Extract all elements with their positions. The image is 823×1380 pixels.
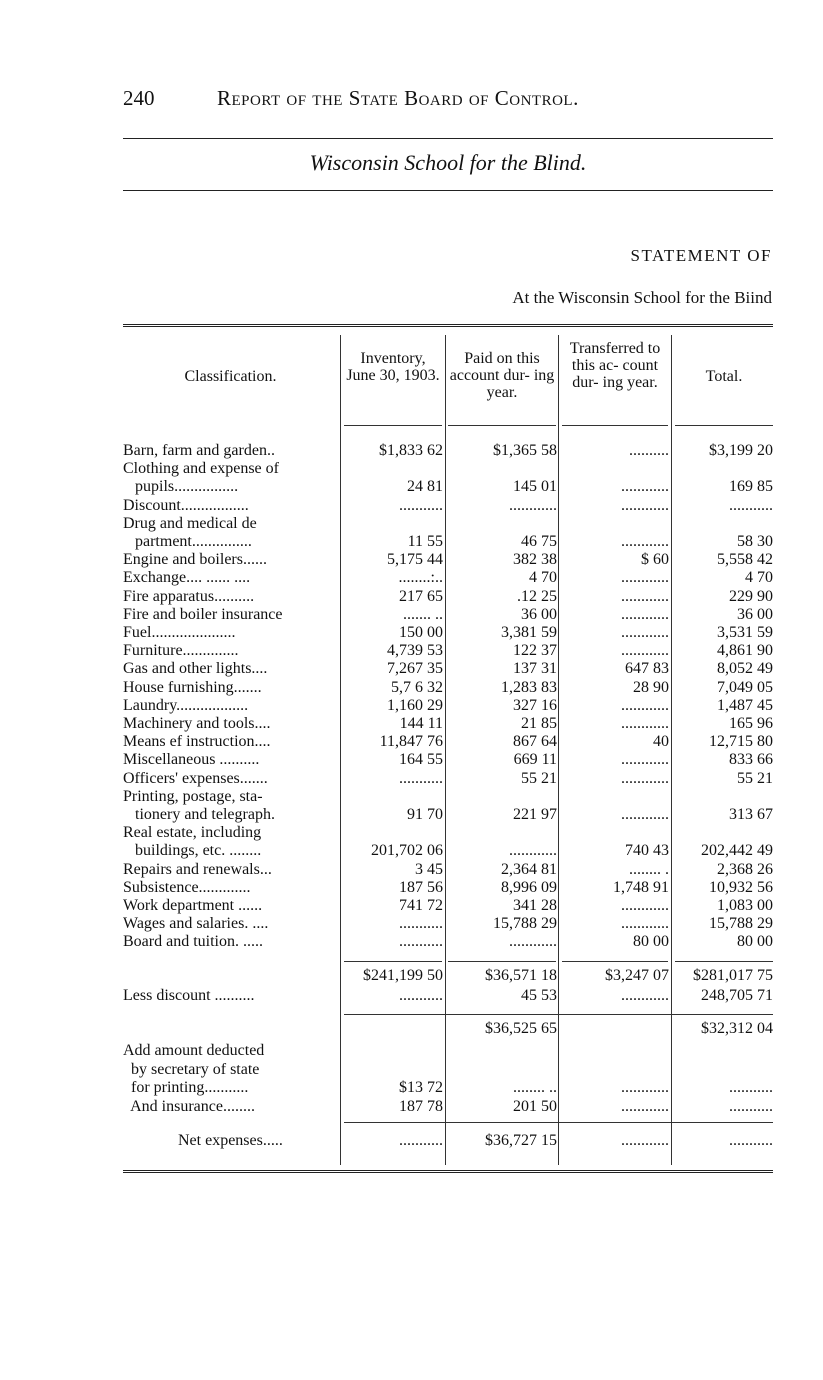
transferred-cell: .......... xyxy=(629,442,669,459)
transferred-cell: ........ . xyxy=(629,860,669,878)
paid-cell: 3,381 59 xyxy=(501,624,557,641)
paid-cell: 145 01 xyxy=(513,478,557,496)
transferred-cell: ............ xyxy=(621,569,669,587)
table-row xyxy=(123,715,773,733)
total-cell: ........... xyxy=(729,1097,773,1115)
transferred-cell: $ 60 xyxy=(641,551,669,569)
row-label: Subsistence............. xyxy=(123,878,251,896)
transferred-cell: ............ xyxy=(621,642,669,660)
column-header-inventory: Inventory, June 30, 1903. xyxy=(346,350,440,384)
paid-cell: ............ xyxy=(509,496,557,514)
row-label: buildings, etc. ........ xyxy=(123,842,262,860)
table-row xyxy=(123,588,773,606)
total-cell: 229 90 xyxy=(729,587,773,605)
total-cell: 1,487 45 xyxy=(717,696,773,714)
paid-cell: ............ xyxy=(509,933,557,951)
transferred-cell: ............ xyxy=(621,696,669,714)
paid-cell: 36 00 xyxy=(521,605,557,623)
row-label: Add amount deducted xyxy=(123,1042,265,1059)
inventory-cell: ........... xyxy=(399,933,443,951)
paid-cell: ............ xyxy=(509,842,557,860)
paid-cell: 327 16 xyxy=(513,696,557,714)
row-label: Work department ...... xyxy=(123,897,263,914)
total-cell: 313 67 xyxy=(729,806,773,823)
total-cell: $3,199 20 xyxy=(709,442,773,459)
table-row xyxy=(123,478,773,496)
inventory-cell: 4,739 53 xyxy=(387,642,443,660)
row-label: Laundry.................. xyxy=(123,696,249,714)
sum-rule xyxy=(344,1122,773,1123)
table-row xyxy=(123,497,773,515)
sum-rule xyxy=(562,961,668,962)
inventory-cell: ....... .. xyxy=(403,605,443,623)
table-row xyxy=(123,806,773,824)
row-label: Drug and medical de xyxy=(123,514,257,532)
table-row xyxy=(123,967,773,985)
inventory-cell: 217 65 xyxy=(399,587,443,605)
row-label: Printing, postage, sta- xyxy=(123,787,263,805)
table-row xyxy=(123,1132,773,1150)
column-header-classification: Classification. xyxy=(184,368,277,385)
inventory-cell: 91 70 xyxy=(407,806,443,823)
paid-cell: .12 25 xyxy=(517,587,557,605)
table-row xyxy=(123,569,773,587)
transferred-cell: ............ xyxy=(621,806,669,823)
inventory-cell: 24 81 xyxy=(407,478,443,496)
inventory-cell: ........... xyxy=(399,1132,443,1149)
total-cell: 248,705 71 xyxy=(701,987,773,1004)
inventory-cell: 7,267 35 xyxy=(387,660,443,678)
row-label: Net expenses..... xyxy=(178,1132,283,1149)
total-cell: 4,861 90 xyxy=(717,642,773,660)
transferred-cell: ............ xyxy=(621,533,669,550)
row-label: Clothing and expense of xyxy=(123,460,279,478)
table-row xyxy=(123,770,773,788)
table-row xyxy=(123,987,773,1005)
total-cell: 55 21 xyxy=(737,769,773,787)
table-row xyxy=(123,733,773,751)
row-label: for printing........... xyxy=(123,1079,249,1096)
inventory-cell: ........:.. xyxy=(398,569,443,587)
table-row xyxy=(123,533,773,551)
paid-cell: 1,283 83 xyxy=(501,678,557,696)
table-row xyxy=(123,606,773,624)
subtitle-rule xyxy=(123,190,773,191)
total-cell: 80 00 xyxy=(737,933,773,951)
header-rule xyxy=(344,425,442,426)
paid-cell: 382 38 xyxy=(513,551,557,569)
sum-rule xyxy=(344,1014,773,1015)
inventory-cell: 5,175 44 xyxy=(387,551,443,569)
column-header-paid: Paid on this account dur- ing year. xyxy=(449,350,555,401)
table-row xyxy=(123,1098,773,1116)
table-row xyxy=(123,788,773,806)
total-cell: 5,558 42 xyxy=(717,551,773,569)
inventory-cell: $241,199 50 xyxy=(363,967,443,984)
inventory-cell: 5,7 6 32 xyxy=(391,678,443,696)
table-row xyxy=(123,897,773,915)
table-row xyxy=(123,642,773,660)
paid-cell: $36,727 15 xyxy=(485,1132,557,1149)
transferred-cell: $3,247 07 xyxy=(605,967,669,984)
transferred-cell: ............ xyxy=(621,769,669,787)
table-row xyxy=(123,1020,773,1038)
transferred-cell: ............ xyxy=(621,897,669,914)
inventory-cell: ........... xyxy=(399,987,443,1004)
paid-cell: 221 97 xyxy=(513,806,557,823)
total-cell: 8,052 49 xyxy=(717,660,773,678)
section-subtitle: Wisconsin School for the Blind. xyxy=(309,150,587,175)
row-label: Fire and boiler insurance xyxy=(123,605,283,623)
page-header xyxy=(123,86,773,116)
total-cell: 202,442 49 xyxy=(701,842,773,860)
inventory-cell: 741 72 xyxy=(399,897,443,914)
sum-rule xyxy=(344,961,442,962)
paid-cell: 137 31 xyxy=(513,660,557,678)
paid-cell: ........ .. xyxy=(513,1079,557,1096)
paid-cell: 201 50 xyxy=(513,1097,557,1115)
row-label: Miscellaneous .......... xyxy=(123,751,260,769)
paid-cell: 669 11 xyxy=(513,751,557,769)
table-row xyxy=(123,697,773,715)
row-label: Gas and other lights.... xyxy=(123,660,268,678)
row-label: Wages and salaries. .... xyxy=(123,915,269,933)
inventory-cell: 1,160 29 xyxy=(387,696,443,714)
paid-cell: 15,788 29 xyxy=(493,915,557,933)
transferred-cell: 40 xyxy=(653,733,669,751)
transferred-cell: ............ xyxy=(621,478,669,496)
row-label: Board and tuition. ..... xyxy=(123,933,263,951)
statement-heading: STATEMENT OF xyxy=(630,246,772,265)
total-cell: $32,312 04 xyxy=(701,1020,773,1037)
total-cell: 58 30 xyxy=(737,533,773,550)
transferred-cell: ............ xyxy=(621,587,669,605)
total-cell: 4 70 xyxy=(745,569,773,587)
column-header-transferred: Transferred to this ac- count dur- ing year. xyxy=(569,340,661,391)
paid-cell: 4 70 xyxy=(529,569,557,587)
row-label: Real estate, including xyxy=(123,824,262,842)
transferred-cell: ............ xyxy=(621,605,669,623)
sum-rule xyxy=(448,961,556,962)
transferred-cell: 740 43 xyxy=(625,842,669,860)
inventory-cell: 11,847 76 xyxy=(379,733,443,751)
table-row xyxy=(123,879,773,897)
row-label: by secretary of state xyxy=(123,1060,260,1078)
total-cell: 1,083 00 xyxy=(717,897,773,914)
inventory-cell: 187 78 xyxy=(399,1097,443,1115)
total-cell: 15,788 29 xyxy=(709,915,773,933)
paid-cell: 341 28 xyxy=(513,897,557,914)
statement-location: At the Wisconsin School for the Biind xyxy=(512,288,772,307)
total-cell: 3,531 59 xyxy=(717,624,773,641)
total-cell: $281,017 75 xyxy=(693,967,773,984)
table-row xyxy=(123,915,773,933)
transferred-cell: 80 00 xyxy=(633,933,669,951)
table-row xyxy=(123,1042,773,1060)
sum-rule xyxy=(675,961,773,962)
transferred-cell: ............ xyxy=(621,915,669,933)
total-cell: 169 85 xyxy=(729,478,773,496)
row-label: House furnishing....... xyxy=(123,678,262,696)
table-row xyxy=(123,515,773,533)
header-rule xyxy=(448,425,556,426)
transferred-cell: ............ xyxy=(621,1079,669,1096)
paid-cell: $36,571 18 xyxy=(485,967,557,984)
total-cell: 12,715 80 xyxy=(709,733,773,751)
row-label: Discount................. xyxy=(123,496,249,514)
table-row xyxy=(123,933,773,951)
table-row xyxy=(123,551,773,569)
inventory-cell: ........... xyxy=(399,769,443,787)
inventory-cell: ........... xyxy=(399,496,443,514)
row-label: Machinery and tools.... xyxy=(123,715,271,732)
table-row xyxy=(123,679,773,697)
table-row xyxy=(123,751,773,769)
table-bottom-rule xyxy=(123,1170,773,1173)
transferred-cell: ............ xyxy=(621,1132,669,1149)
row-label: Means ef instruction.... xyxy=(123,733,271,751)
inventory-cell: 164 55 xyxy=(399,751,443,769)
inventory-cell: 187 56 xyxy=(399,878,443,896)
total-cell: 2,368 26 xyxy=(717,860,773,878)
paid-cell: 21 85 xyxy=(521,715,557,732)
table-row xyxy=(123,442,773,460)
transferred-cell: ............ xyxy=(621,1097,669,1115)
total-cell: 7,049 05 xyxy=(717,678,773,696)
paid-cell: 122 37 xyxy=(513,642,557,660)
paid-cell: 2,364 81 xyxy=(501,860,557,878)
transferred-cell: 28 90 xyxy=(633,678,669,696)
transferred-cell: 647 83 xyxy=(625,660,669,678)
row-label: Repairs and renewals... xyxy=(123,860,272,878)
inventory-cell: 3 45 xyxy=(415,860,443,878)
row-label: Furniture.............. xyxy=(123,642,239,660)
paid-cell: 8,996 09 xyxy=(501,878,557,896)
total-cell: 833 66 xyxy=(729,751,773,769)
inventory-cell: $1,833 62 xyxy=(379,442,443,459)
table-row xyxy=(123,660,773,678)
total-cell: ........... xyxy=(729,496,773,514)
total-cell: 10,932 56 xyxy=(709,878,773,896)
inventory-cell: 201,702 06 xyxy=(371,842,443,860)
table-row xyxy=(123,1061,773,1079)
header-rule xyxy=(562,425,668,426)
paid-cell: $36,525 65 xyxy=(485,1020,557,1037)
transferred-cell: ............ xyxy=(621,624,669,641)
transferred-cell: ............ xyxy=(621,496,669,514)
total-cell: 36 00 xyxy=(737,605,773,623)
header-rule xyxy=(123,138,773,139)
paid-cell: 55 21 xyxy=(521,769,557,787)
table-top-rule xyxy=(123,324,773,327)
paid-cell: 867 64 xyxy=(513,733,557,751)
table-row xyxy=(123,624,773,642)
row-label: pupils................ xyxy=(123,478,239,496)
row-label: Barn, farm and garden.. xyxy=(123,442,275,459)
row-label: Fuel..................... xyxy=(123,624,236,641)
paid-cell: 46 75 xyxy=(521,533,557,550)
inventory-cell: $13 72 xyxy=(399,1079,443,1096)
paid-cell: $1,365 58 xyxy=(493,442,557,459)
row-label: Officers' expenses....... xyxy=(123,769,268,787)
inventory-cell: 150 00 xyxy=(399,624,443,641)
paid-cell: 45 53 xyxy=(521,987,557,1004)
total-cell: 165 96 xyxy=(729,715,773,732)
page-number: 240 xyxy=(123,86,155,110)
transferred-cell: ............ xyxy=(621,715,669,732)
total-cell: ........... xyxy=(729,1132,773,1149)
row-label: And insurance........ xyxy=(123,1097,255,1115)
row-label: tionery and telegraph. xyxy=(123,806,275,823)
row-label: Fire apparatus.......... xyxy=(123,587,255,605)
inventory-cell: 11 55 xyxy=(407,533,443,550)
inventory-cell: ........... xyxy=(399,915,443,933)
table-row xyxy=(123,460,773,478)
table-row xyxy=(123,824,773,842)
column-header-total: Total. xyxy=(705,368,743,385)
header-rule xyxy=(675,425,773,426)
row-label: Exchange.... ...... .... xyxy=(123,569,251,587)
row-label: partment............... xyxy=(123,533,252,550)
running-title: Report of the State Board of Control. xyxy=(217,86,579,110)
table-row xyxy=(123,1079,773,1097)
transferred-cell: ............ xyxy=(621,751,669,769)
row-label: Less discount .......... xyxy=(123,987,255,1004)
transferred-cell: 1,748 91 xyxy=(613,878,669,896)
table-row xyxy=(123,842,773,860)
inventory-cell: 144 11 xyxy=(399,715,443,732)
row-label: Engine and boilers...... xyxy=(123,551,267,569)
table-row xyxy=(123,861,773,879)
transferred-cell: ............ xyxy=(621,987,669,1004)
total-cell: ........... xyxy=(729,1079,773,1096)
